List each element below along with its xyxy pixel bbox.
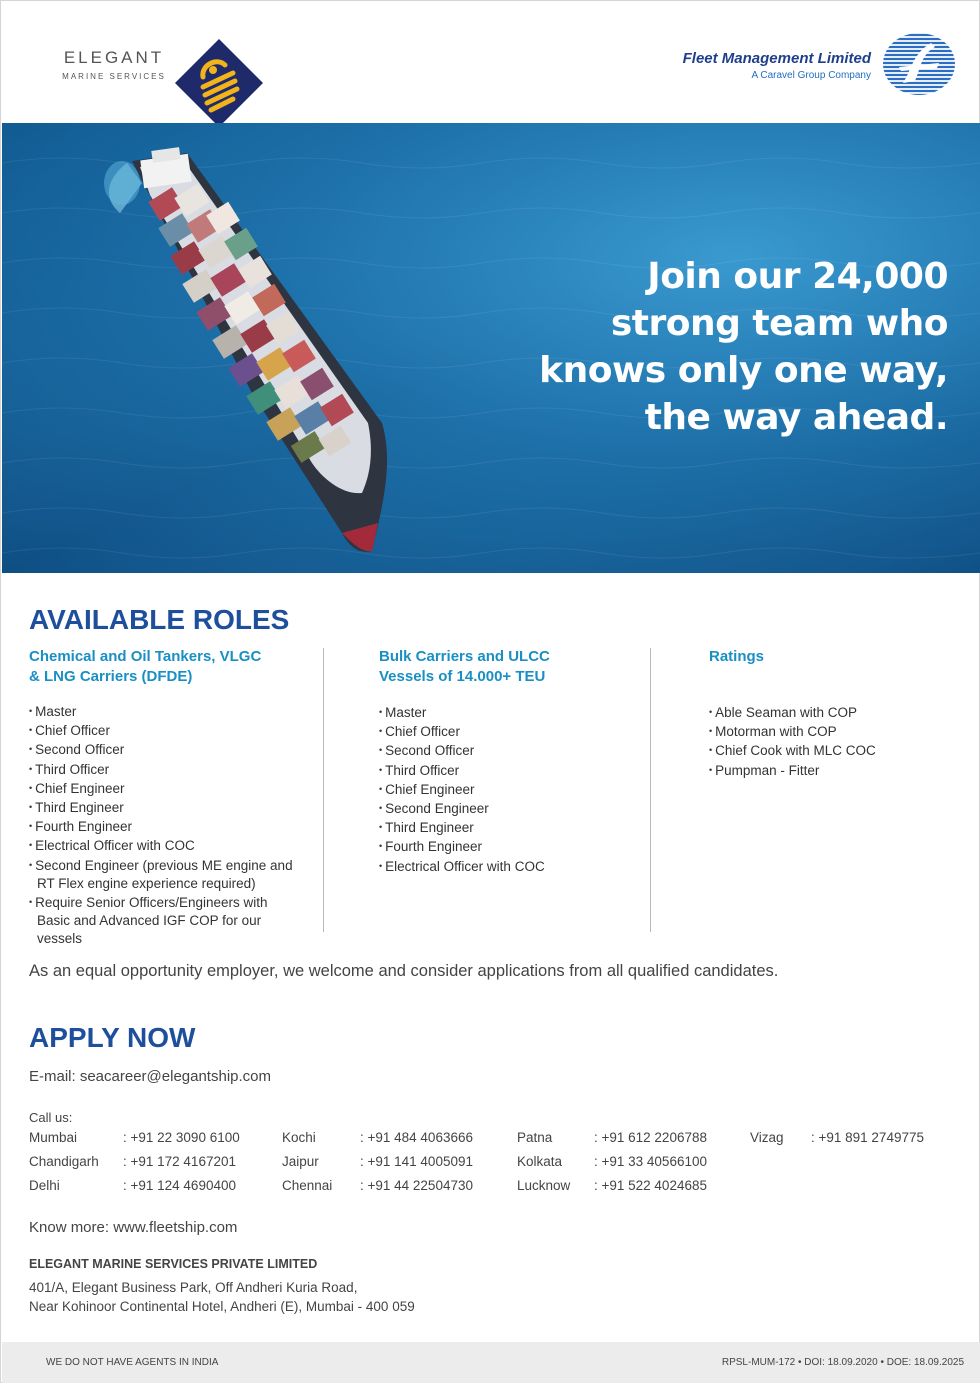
fleet-logo-sub: A Caravel Group Company [751,70,871,81]
roles-list [29,702,309,949]
phone-city: Kochi [282,1130,316,1145]
role-item: • Third Officer [29,760,309,779]
address-line: Near Kohinoor Continental Hotel, Andheri (E), Mumbai - 400 059 [29,1299,415,1314]
roles-list [379,703,639,876]
container-ship-image [2,123,422,573]
phone-number[interactable]: : +91 124 4690400 [123,1178,236,1193]
phone-city: Lucknow [517,1178,571,1193]
role-item: • Master [29,702,309,721]
roles-column-heading: Bulk Carriers and ULCC Vessels of 14.000+ TEU [379,648,550,685]
phone-city: Kolkata [517,1154,563,1169]
fleet-globe-logo-icon [881,31,957,97]
company-name: ELEGANT MARINE SERVICES PRIVATE LIMITED [29,1257,318,1271]
role-item: • Chief Engineer [379,780,639,799]
elegant-logo-sub: MARINE SERVICES [62,72,166,81]
apply-email[interactable]: E-mail: seacareer@elegantship.com [29,1068,271,1085]
phone-number[interactable]: : +91 44 22504730 [360,1178,473,1193]
role-item: • Pumpman - Fitter [709,761,949,780]
role-item: • Electrical Officer with COC [29,836,309,855]
roles-column-ratings [709,647,949,780]
role-item: • Chief Officer [379,722,639,741]
column-divider [650,648,651,932]
hero-tagline: Join our 24,000 strong team who knows only one way, the way ahead. [539,256,948,438]
role-item: • Second Engineer [379,799,639,818]
header [1,1,979,123]
phone-city: Jaipur [282,1154,319,1169]
role-item: • Chief Officer [29,721,309,740]
phone-number[interactable]: : +91 22 3090 6100 [123,1130,240,1145]
role-item: • Third Officer [379,761,639,780]
available-roles-title: AVAILABLE ROLES [29,604,290,635]
role-item: • Chief Cook with MLC COC [709,741,949,760]
address-line: 401/A, Elegant Business Park, Off Andheri Kuria Road, [29,1280,358,1295]
phone-number[interactable]: : +91 33 40566100 [594,1154,707,1169]
role-item: • Master [379,703,639,722]
footer-bar [2,1342,980,1383]
fleet-logo-name: Fleet Management Limited [682,50,871,67]
elegant-logo-name: ELEGANT [63,48,165,67]
footer-disclaimer: WE DO NOT HAVE AGENTS IN INDIA [46,1357,219,1368]
phone-city: Chandigarh [29,1154,99,1169]
equal-opportunity-statement: As an equal opportunity employer, we welcome and consider applications from all qualified candidates. [29,962,779,980]
phone-city: Vizag [750,1130,784,1145]
role-item: • Electrical Officer with COC [379,857,639,876]
role-item: • Fourth Engineer [379,837,639,856]
role-item: • Able Seaman with COP [709,703,949,722]
apply-now-title: APPLY NOW [29,1022,196,1053]
call-us-label: Call us: [29,1110,73,1125]
phone-city: Chennai [282,1178,333,1193]
hero-banner [2,123,980,573]
role-item: • Fourth Engineer [29,817,309,836]
role-item: • Motorman with COP [709,722,949,741]
fleet-logo-text [683,50,871,81]
role-item: • Third Engineer [29,798,309,817]
company-address [29,1278,415,1316]
phone-directory [29,1130,959,1200]
phone-number[interactable]: : +91 172 4167201 [123,1154,236,1169]
elegant-logo-text [58,48,170,81]
phone-number[interactable]: : +91 891 2749775 [811,1130,924,1145]
know-more-link[interactable]: Know more: www.fleetship.com [29,1219,238,1236]
role-item: • Require Senior Officers/Engineers with Basic and Advanced IGF COP for our vessels [29,893,297,949]
phone-number[interactable]: : +91 141 4005091 [360,1154,473,1169]
phone-number[interactable]: : +91 484 4063666 [360,1130,473,1145]
phone-city: Mumbai [29,1130,78,1145]
roles-column-heading: Ratings [709,648,765,665]
phone-city: Patna [517,1130,553,1145]
roles-list [709,703,949,780]
roles-column-bulk-carriers [379,647,639,876]
role-item: • Chief Engineer [29,779,309,798]
roles-column-heading: Chemical and Oil Tankers, VLGC & LNG Carriers (DFDE) [29,648,262,685]
role-item: • Second Officer [379,741,639,760]
phone-city: Delhi [29,1178,60,1193]
elegant-diamond-logo-icon [173,37,265,129]
role-item: • Second Engineer (previous ME engine and RT Flex engine experience required) [29,856,309,893]
role-item: • Second Officer [29,740,309,759]
phone-number[interactable]: : +91 612 2206788 [594,1130,707,1145]
roles-column-tankers [29,647,309,949]
footer-license-info: RPSL-MUM-172 • DOI: 18.09.2020 • DOE: 18.09.2025 [721,1357,964,1368]
phone-number[interactable]: : +91 522 4024685 [594,1178,707,1193]
column-divider [323,648,324,932]
role-item: • Third Engineer [379,818,639,837]
